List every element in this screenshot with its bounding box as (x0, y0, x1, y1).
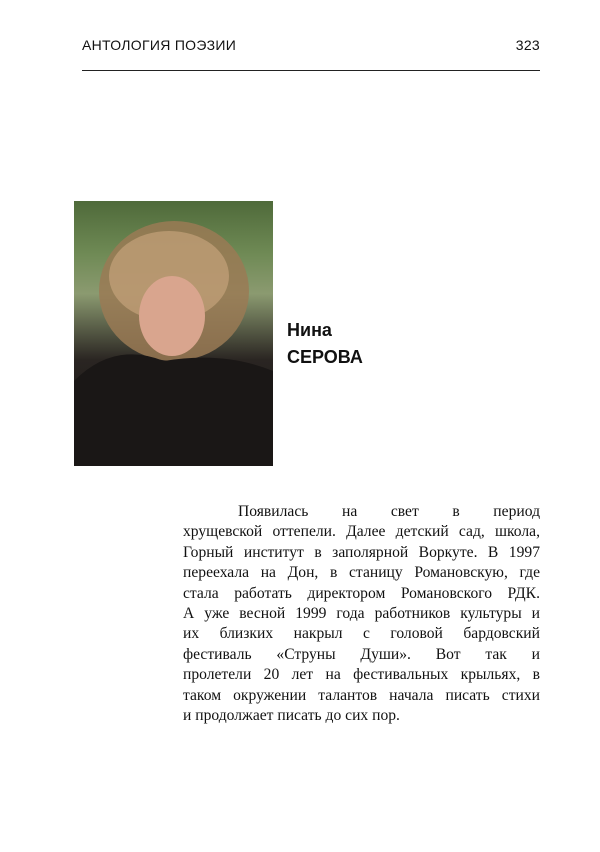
bio-line: стала работать директором Романовского РДК. (183, 584, 540, 602)
author-biography (183, 502, 540, 726)
bio-line: их близких накрыл с головой бардовский (183, 625, 540, 643)
author-first-name: Нина (287, 320, 332, 340)
bio-line: и продолжает писать до сих пор. (183, 706, 400, 724)
header-rule (82, 70, 540, 71)
bio-line: хрущевской оттепели. Далее детский сад, школа, (183, 523, 540, 541)
bio-line: Горный институт в заполярной Воркуте. В 1997 (183, 543, 540, 561)
bio-line: переехала на Дон, в станицу Романовскую, где (183, 564, 540, 582)
bio-line: пролетели 20 лет на фестивальных крыльях, в (183, 666, 540, 684)
running-header-title: АНТОЛОГИЯ ПОЭЗИИ (82, 37, 237, 53)
bio-line: фестиваль «Струны Души». Вот так и (183, 645, 540, 663)
author-photo (74, 201, 273, 466)
bio-line: А уже весной 1999 года работников культуры и (183, 604, 540, 622)
bio-line: Появилась на свет в период (238, 503, 540, 520)
author-last-name: СЕРОВА (287, 347, 363, 367)
bio-line: таком окружении талантов начала писать стихи (183, 686, 540, 704)
page-number: 323 (515, 37, 540, 53)
